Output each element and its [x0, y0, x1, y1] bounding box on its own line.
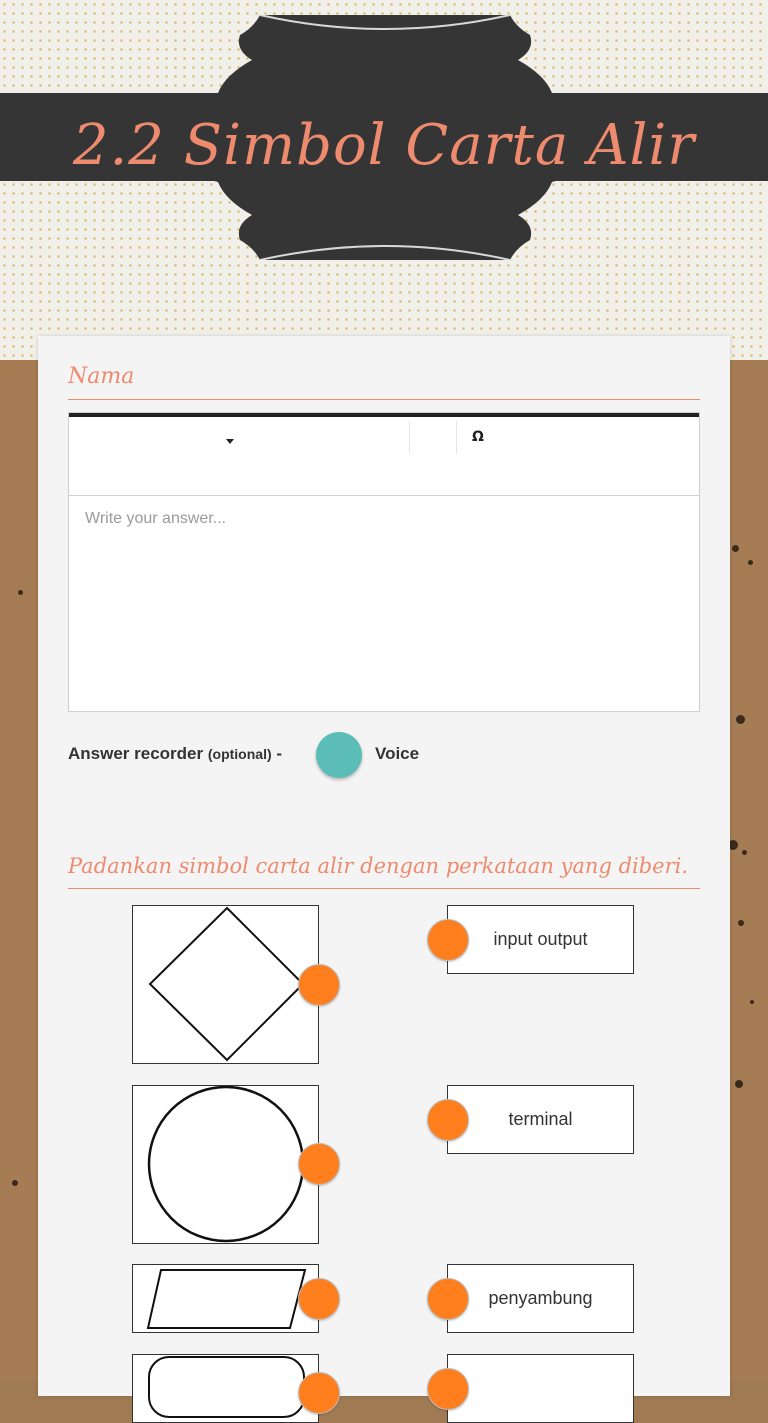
toolbar-divider [456, 421, 457, 453]
question-text: Padankan simbol carta alir dengan perkataan yang diberi. [68, 854, 700, 889]
symbol-card-parallelogram[interactable] [132, 1264, 319, 1333]
match-dot-left[interactable] [298, 1143, 340, 1185]
page-title: 2.2 Simbol Carta Alir [72, 113, 696, 178]
circle-symbol-icon [133, 1086, 318, 1243]
editor-toolbar [69, 417, 699, 496]
voice-label: Voice [375, 744, 420, 763]
answer-editor [68, 412, 700, 712]
match-dot-right[interactable] [427, 1368, 469, 1410]
match-dot-left[interactable] [298, 1372, 340, 1414]
worksheet-card [38, 336, 730, 1396]
symbol-card-circle[interactable] [132, 1085, 319, 1244]
diamond-symbol-icon [133, 906, 318, 1063]
special-character-icon[interactable]: Ω [472, 429, 484, 445]
answer-card[interactable] [447, 1354, 634, 1423]
answer-card[interactable]: terminal [447, 1085, 634, 1154]
recorder-label [68, 744, 282, 764]
answer-recorder [68, 732, 700, 782]
match-dot-left[interactable] [298, 1278, 340, 1320]
parallelogram-symbol-icon [133, 1265, 318, 1332]
answer-textarea[interactable]: Write your answer... [85, 510, 227, 527]
name-field-label: Nama [68, 364, 700, 400]
symbol-card-rounded-rectangle[interactable] [132, 1354, 319, 1423]
toolbar-divider [409, 421, 410, 453]
answer-card[interactable]: penyambung [447, 1264, 634, 1333]
match-dot-left[interactable] [298, 964, 340, 1006]
rounded-rectangle-symbol-icon [133, 1355, 318, 1422]
recorder-label-text: Answer recorder [68, 744, 204, 763]
record-voice-button[interactable] [316, 732, 362, 778]
recorder-dash: - [276, 744, 283, 763]
match-dot-right[interactable] [427, 1099, 469, 1141]
recorder-optional: (optional) [207, 746, 272, 762]
symbol-card-diamond[interactable] [132, 905, 319, 1064]
match-dot-right[interactable] [427, 919, 469, 961]
match-dot-right[interactable] [427, 1278, 469, 1320]
answer-card[interactable]: input output [447, 905, 634, 974]
chevron-down-icon[interactable] [226, 439, 234, 444]
